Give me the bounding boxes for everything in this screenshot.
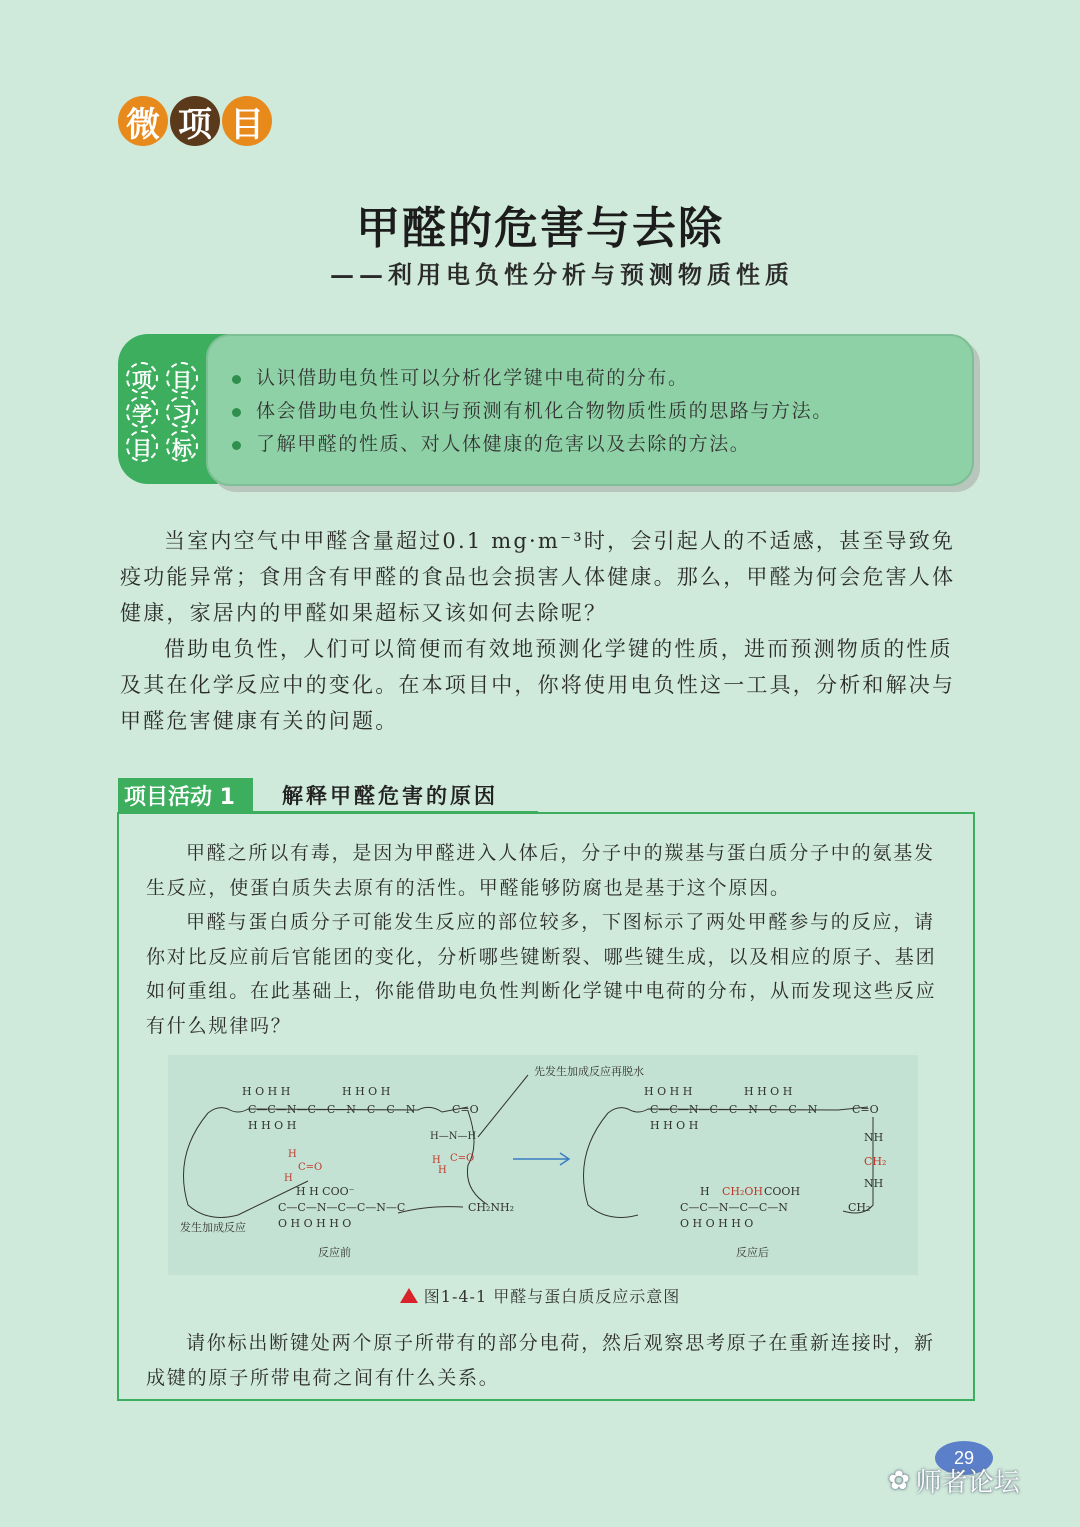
label-before: 反应前	[318, 1246, 351, 1259]
svg-text:H H COO⁻: H H COO⁻	[296, 1185, 355, 1198]
tag-char-xiang: 项	[170, 96, 220, 146]
before-formaldehyde	[284, 1149, 474, 1184]
activity-paragraph-1: 甲醛之所以有毒，是因为甲醛进入人体后，分子中的羰基与蛋白质分子中的氨基发生反应，使蛋白质失去原有的活性。甲醛能够防腐也是基于这个原因。	[146, 842, 935, 899]
after-atoms	[644, 1085, 883, 1230]
svg-text:H: H	[432, 1155, 441, 1166]
svg-text:C—C—N—C—C—N—C—C—N: C—C—N—C—C—N—C—C—N	[248, 1103, 416, 1116]
before-nh-group	[430, 1131, 476, 1142]
reaction-arrow	[513, 1153, 569, 1165]
intro-paragraph-1: 当室内空气中甲醛含量超过0.1 mg·m⁻³时，会引起人的不适感，甚至导致免疫功能异常；食用含有甲醛的食品也会损害人体健康。那么，甲醛为何会危害人体健康，家居内的甲醛如果超标又该如何去除呢？	[120, 529, 956, 625]
activity-text	[146, 836, 946, 1043]
objectives-label-char: 标	[166, 430, 198, 462]
svg-text:H H O H: H H O H	[650, 1119, 699, 1132]
before-bottom-atoms	[278, 1185, 514, 1230]
svg-text:H O H H: H O H H	[242, 1085, 291, 1098]
svg-text:H O H H: H O H H	[644, 1085, 693, 1098]
wechat-icon: ✿	[888, 1465, 910, 1496]
objectives-list	[228, 362, 833, 461]
svg-text:O H O H H O: O H O H H O	[278, 1217, 352, 1230]
svg-text:O H O H H O: O H O H H O	[680, 1217, 754, 1230]
svg-text:C=O: C=O	[852, 1103, 879, 1116]
objectives-label-char: 习	[166, 396, 198, 428]
svg-text:H: H	[438, 1165, 447, 1176]
objective-item: 体会借助电负性认识与预测有机化合物物质性质的思路与方法。	[228, 395, 833, 428]
svg-text:C—C—N—C—C—N—C: C—C—N—C—C—N—C	[278, 1201, 406, 1214]
figure-caption: 图1-4-1 甲醛与蛋白质反应示意图	[423, 1287, 681, 1306]
watermark-text: 师者论坛	[915, 1468, 1020, 1498]
figure-caption-row	[0, 1284, 1080, 1307]
objectives-label-char: 学	[126, 396, 158, 428]
svg-text:NH: NH	[864, 1131, 884, 1144]
activity-paragraph-3: 请你标出断键处两个原子所带有的部分电荷，然后观察思考原子在重新连接时，新成键的原子所带电荷之间有什么关系。	[146, 1332, 935, 1389]
tag-char-mu: 目	[222, 96, 272, 146]
activity-underline	[118, 811, 538, 813]
svg-text:H: H	[288, 1149, 297, 1160]
annotation-top: 先发生加成反应再脱水	[534, 1065, 644, 1078]
intro-paragraph-2: 借助电负性，人们可以简便而有效地预测化学键的性质，进而预测物质的性质及其在化学反应中的变化。在本项目中，你将使用电负性这一工具，分析和解决与甲醛危害健康有关的问题。	[120, 637, 956, 733]
svg-text:CH₂NH₂: CH₂NH₂	[468, 1201, 515, 1214]
svg-text:H: H	[700, 1185, 710, 1198]
watermark	[888, 1462, 1020, 1499]
svg-text:H H O H: H H O H	[744, 1085, 793, 1098]
svg-text:C=O: C=O	[452, 1103, 479, 1116]
page-number: 29	[935, 1441, 993, 1475]
reaction-diagram	[168, 1055, 918, 1275]
after-cooh: COOH	[764, 1185, 801, 1198]
svg-text:C=O: C=O	[298, 1162, 323, 1173]
activity-paragraph-2: 甲醛与蛋白质分子可能发生反应的部位较多，下图标示了两处甲醛参与的反应，请你对比反应前后官能团的变化，分析哪些键断裂、哪些键生成，以及相应的原子、基团如何重组。在此基础上，你能借助电负性判断化学键中电荷的分布，从而发现这些反应有什么规律吗？	[146, 911, 937, 1037]
objectives-label-char: 目	[126, 430, 158, 462]
svg-text:NH: NH	[864, 1177, 884, 1190]
svg-text:H—N—H: H—N—H	[430, 1131, 477, 1142]
svg-text:CH₂: CH₂	[864, 1155, 887, 1168]
after-red-atoms	[722, 1155, 886, 1198]
label-after: 反应后	[736, 1246, 769, 1259]
objective-item: 了解甲醛的性质、对人体健康的危害以及去除的方法。	[228, 428, 833, 461]
svg-text:C—C—N—C—C—N: C—C—N—C—C—N	[680, 1201, 788, 1214]
activity-question	[146, 1326, 946, 1395]
annotation-pointer-top	[478, 1075, 528, 1137]
svg-text:H H O H: H H O H	[248, 1119, 297, 1132]
intro-text	[120, 523, 972, 739]
objectives-label-char: 项	[126, 362, 158, 394]
activity-label: 项目活动 1	[118, 778, 253, 812]
warning-triangle-icon	[400, 1288, 418, 1303]
objectives-box	[118, 334, 980, 492]
objective-item: 认识借助电负性可以分析化学键中电荷的分布。	[228, 362, 833, 395]
svg-text:C—C—N—C—C—N—C—C—N: C—C—N—C—C—N—C—C—N	[650, 1103, 818, 1116]
before-top-atoms	[242, 1085, 479, 1132]
objectives-label-char: 目	[166, 362, 198, 394]
page-title: 甲醛的危害与去除	[356, 203, 724, 254]
svg-text:CH₂: CH₂	[848, 1201, 871, 1214]
svg-text:CH₂OH: CH₂OH	[722, 1185, 764, 1198]
svg-text:H: H	[284, 1173, 293, 1184]
svg-text:H H O H: H H O H	[342, 1085, 391, 1098]
svg-text:C=O: C=O	[450, 1153, 475, 1164]
objectives-panel	[206, 334, 974, 486]
tag-char-wei: 微	[118, 96, 168, 146]
page-subtitle: ——利用电负性分析与预测物质性质	[330, 260, 794, 289]
reaction-figure	[168, 1055, 918, 1275]
annotation-left: 发生加成反应	[180, 1221, 246, 1234]
activity-title: 解释甲醛危害的原因	[282, 783, 498, 808]
